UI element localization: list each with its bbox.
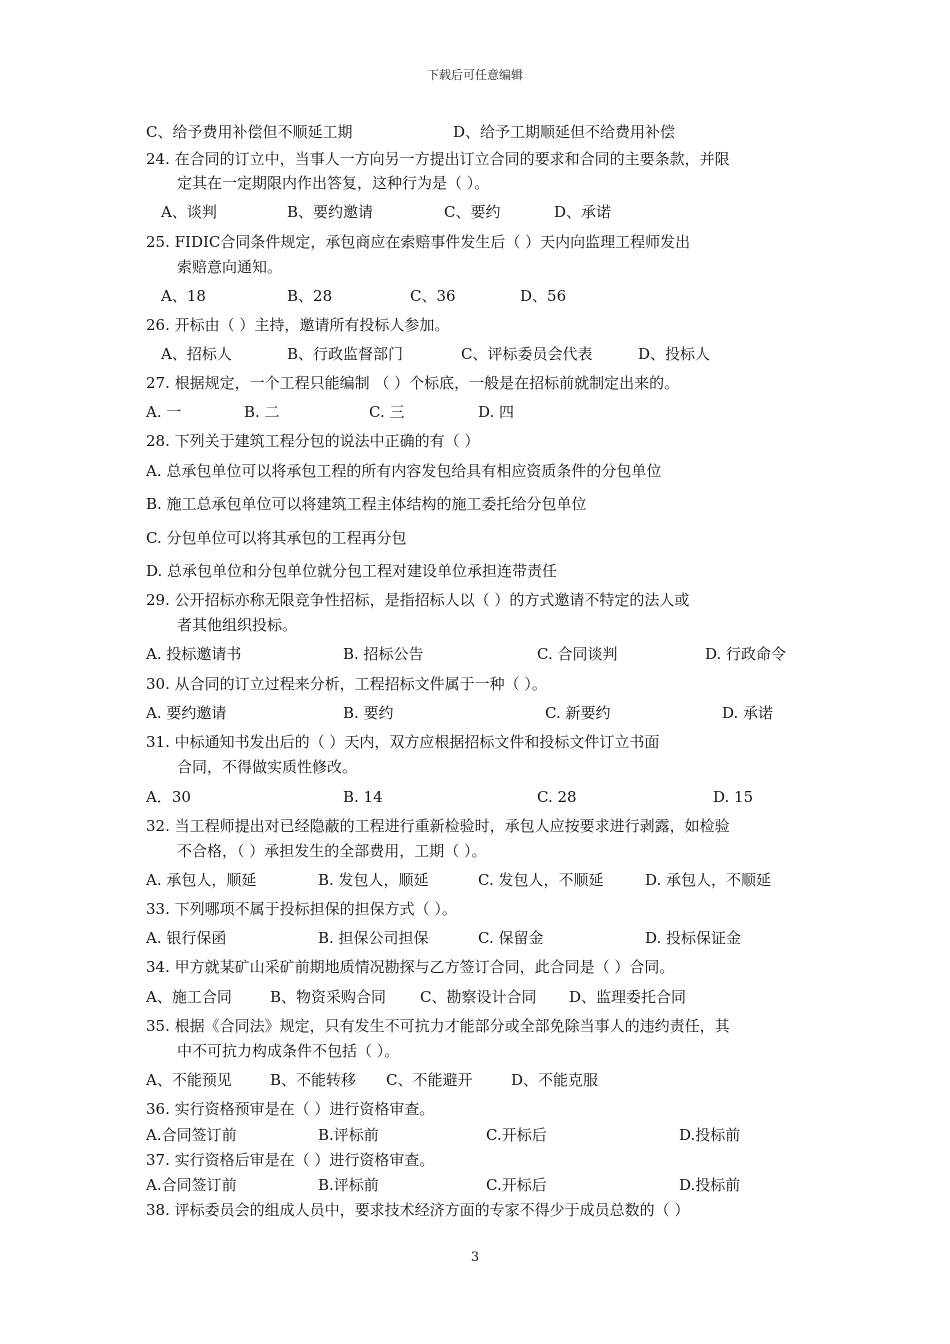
- q31-option-c: C. 28: [537, 788, 577, 806]
- q31-question-line2: 合同，不得做实质性修改。: [177, 758, 358, 776]
- q26-question-line1: 26. 开标由（ ）主持，邀请所有投标人参加。: [146, 316, 450, 334]
- q31-option-a: A．30: [146, 788, 191, 806]
- q32-question-line2: 不合格，（ ）承担发生的全部费用，工期（ ）。: [177, 842, 487, 860]
- q30-option-a: A. 要约邀请: [146, 704, 227, 722]
- q24-option-c: C、要约: [444, 203, 501, 221]
- q35-option-d: D、不能克服: [511, 1071, 599, 1089]
- q35-option-b: B、不能转移: [270, 1071, 357, 1089]
- q26-option-a: A、招标人: [161, 345, 232, 363]
- q33-option-c: C. 保留金: [478, 929, 544, 947]
- q31-question-line1: 31. 中标通知书发出后的（ ）天内，双方应根据招标文件和投标文件订立书面: [146, 733, 660, 751]
- q29-question-line2: 者其他组织投标。: [177, 616, 298, 634]
- q32-question-line1: 32. 当工程师提出对已经隐蔽的工程进行重新检验时，承包人应按要求进行剥露，如检验: [146, 817, 730, 835]
- q36-option-b: B.评标前: [318, 1126, 379, 1144]
- q37-option-d: D.投标前: [679, 1176, 741, 1194]
- q25-question-line1: 25. FIDIC合同条件规定，承包商应在索赔事件发生后（ ）天内向监理工程师发出: [146, 233, 691, 251]
- q32-option-c: C. 发包人，不顺延: [478, 871, 604, 889]
- q28-option-b: B. 施工总承包单位可以将建筑工程主体结构的施工委托给分包单位: [146, 495, 587, 513]
- q29-option-a: A. 投标邀请书: [146, 645, 242, 663]
- q33-option-d: D. 投标保证金: [645, 929, 742, 947]
- q30-option-c: C. 新要约: [545, 704, 611, 722]
- q36-option-d: D.投标前: [679, 1126, 741, 1144]
- q28-option-c: C. 分包单位可以将其承包的工程再分包: [146, 529, 407, 547]
- q34-question-line1: 34. 甲方就某矿山采矿前期地质情况勘探与乙方签订合同，此合同是（ ）合同。: [146, 958, 675, 976]
- q28-option-a: A. 总承包单位可以将承包工程的所有内容发包给具有相应资质条件的分包单位: [146, 462, 662, 480]
- q34-option-d: D、监理委托合同: [569, 988, 687, 1006]
- q27-question-line1: 27. 根据规定，一个工程只能编制 （ ）个标底，一般是在招标前就制定出来的。: [146, 374, 680, 392]
- q35-question-line2: 中不可抗力构成条件不包括（ ）。: [177, 1042, 400, 1060]
- q23-option-c: C、给予费用补偿但不顺延工期: [146, 123, 353, 141]
- q29-option-c: C. 合同谈判: [537, 645, 618, 663]
- q37-option-c: C.开标后: [486, 1176, 547, 1194]
- q34-option-a: A、施工合同: [146, 988, 232, 1006]
- q32-option-a: A. 承包人，顺延: [146, 871, 257, 889]
- q27-option-d: D. 四: [478, 403, 515, 421]
- q25-question-line2: 索赔意向通知。: [177, 258, 283, 276]
- q29-question-line1: 29. 公开招标亦称无限竞争性招标，是指招标人以（ ）的方式邀请不特定的法人或: [146, 591, 690, 609]
- q24-option-b: B、要约邀请: [287, 203, 374, 221]
- q36-question-line1: 36. 实行资格预审是在（ ）进行资格审查。: [146, 1100, 435, 1118]
- q37-option-a: A.合同签订前: [146, 1176, 237, 1194]
- q24-option-a: A、谈判: [161, 203, 217, 221]
- q29-option-b: B. 招标公告: [343, 645, 424, 663]
- q25-option-d: D、56: [520, 287, 567, 305]
- q27-option-c: C. 三: [369, 403, 405, 421]
- q25-option-a: A、18: [161, 287, 206, 305]
- q37-option-b: B.评标前: [318, 1176, 379, 1194]
- q33-option-b: B. 担保公司担保: [318, 929, 429, 947]
- q23-option-d: D、给予工期顺延但不给费用补偿: [453, 123, 676, 141]
- q36-option-c: C.开标后: [486, 1126, 547, 1144]
- q28-option-d: D. 总承包单位和分包单位就分包工程对建设单位承担连带责任: [146, 562, 558, 580]
- q32-option-b: B. 发包人，顺延: [318, 871, 429, 889]
- q35-question-line1: 35. 根据《合同法》规定，只有发生不可抗力才能部分或全部免除当事人的违约责任，其: [146, 1017, 730, 1035]
- q31-option-b: B. 14: [343, 788, 383, 806]
- q24-question-line1: 24. 在合同的订立中，当事人一方向另一方提出订立合同的要求和合同的主要条款，并限: [146, 150, 730, 168]
- page-number: 3: [470, 1250, 480, 1265]
- q35-option-a: A、不能预见: [146, 1071, 232, 1089]
- q31-option-d: D. 15: [713, 788, 754, 806]
- q37-question-line1: 37. 实行资格后审是在（ ）进行资格审查。: [146, 1151, 435, 1169]
- q26-option-c: C、评标委员会代表: [461, 345, 593, 363]
- q24-option-d: D、承诺: [554, 203, 612, 221]
- q33-question-line1: 33. 下列哪项不属于投标担保的担保方式（ ）。: [146, 900, 457, 918]
- q35-option-c: C、不能避开: [386, 1071, 473, 1089]
- q29-option-d: D. 行政命令: [705, 645, 787, 663]
- q26-option-b: B、行政监督部门: [287, 345, 404, 363]
- q30-question-line1: 30. 从合同的订立过程来分析，工程招标文件属于一种（ ）。: [146, 675, 547, 693]
- q25-option-b: B、28: [287, 287, 333, 305]
- q34-option-b: B、物资采购合同: [270, 988, 387, 1006]
- q38-question-line1: 38. 评标委员会的组成人员中，要求技术经济方面的专家不得少于成员总数的（ ）: [146, 1201, 690, 1219]
- q26-option-d: D、投标人: [638, 345, 711, 363]
- q32-option-d: D. 承包人，不顺延: [645, 871, 772, 889]
- q28-question-line1: 28. 下列关于建筑工程分包的说法中正确的有（ ）: [146, 432, 480, 450]
- q30-option-b: B. 要约: [343, 704, 394, 722]
- q24-question-line2: 定其在一定期限内作出答复，这种行为是（ ）。: [177, 174, 490, 192]
- q25-option-c: C、36: [410, 287, 456, 305]
- q33-option-a: A. 银行保函: [146, 929, 227, 947]
- q27-option-b: B. 二: [244, 403, 280, 421]
- q36-option-a: A.合同签订前: [146, 1126, 237, 1144]
- q27-option-a: A. 一: [146, 403, 182, 421]
- q30-option-d: D. 承诺: [722, 704, 774, 722]
- page-header: 下载后可任意编辑: [426, 68, 523, 82]
- q34-option-c: C、勘察设计合同: [420, 988, 537, 1006]
